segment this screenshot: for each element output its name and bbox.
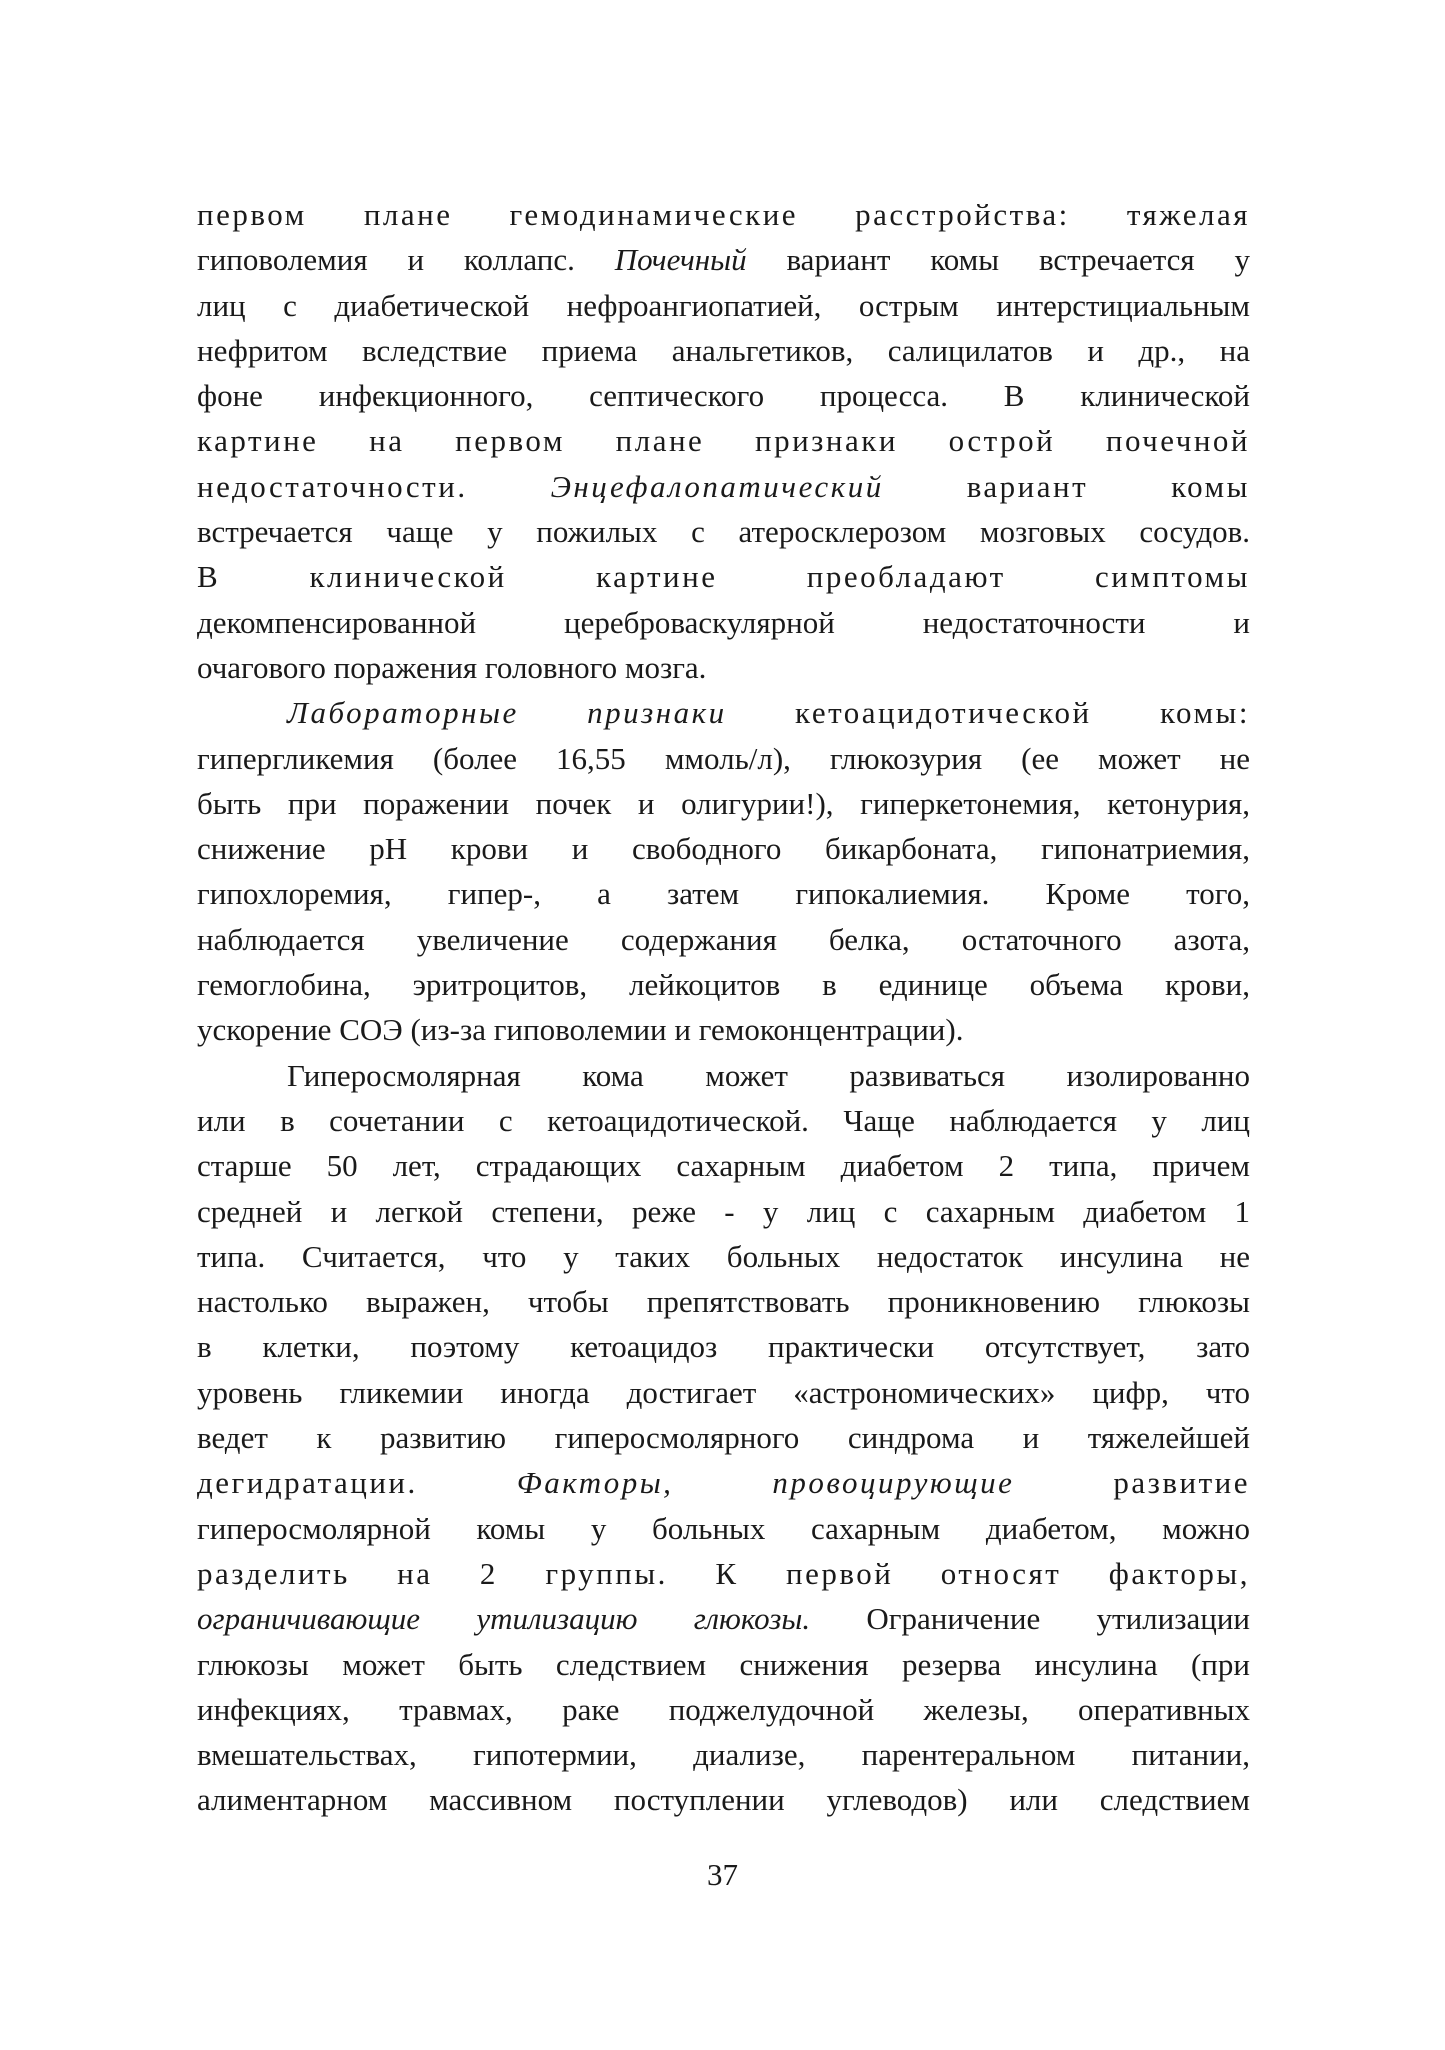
text-segment: дегидратации.: [197, 1465, 517, 1501]
body-text: [197, 192, 1250, 1823]
text-line: [197, 690, 1250, 735]
text-segment: наблюдается увеличение содержания белка, остаточного азота,: [197, 921, 1250, 957]
italic-text: ограничивающие утилизацию глюкозы.: [197, 1601, 811, 1637]
text-line: [197, 1460, 1250, 1505]
paragraph: [197, 690, 1250, 1052]
text-segment: гемоглобина, эритроцитов, лейкоцитов в единице объема крови,: [197, 967, 1250, 1003]
text-line: [197, 1687, 1250, 1732]
text-segment: уровень гликемии иногда достигает «астрономических» цифр, что: [197, 1374, 1250, 1410]
text-line: [197, 418, 1250, 463]
text-segment: гиповолемия и коллапс.: [197, 242, 615, 278]
text-line: [197, 1053, 1250, 1098]
text-line: [197, 464, 1250, 509]
text-segment: недостаточности.: [197, 468, 551, 504]
text-segment: быть при поражении почек и олигурии!), гиперкетонемия, кетонурия,: [197, 785, 1250, 821]
text-segment: декомпенсированной цереброваскулярной недостаточности и: [197, 604, 1250, 640]
text-line: [197, 1143, 1250, 1188]
text-segment: очагового поражения головного мозга.: [197, 649, 707, 685]
text-line: [197, 1642, 1250, 1687]
text-line: [197, 917, 1250, 962]
text-segment: вмешательствах, гипотермии, диализе, парентеральном питании,: [197, 1737, 1250, 1773]
text-segment: гипохлоремия, гипер-, а затем гипокалиемия. Кроме того,: [197, 876, 1250, 912]
text-segment: настолько выражен, чтобы препятствовать проникновению глюкозы: [197, 1284, 1250, 1320]
text-segment: ведет к развитию гиперосмолярного синдрома и тяжелейшей: [197, 1420, 1250, 1456]
text-line: [197, 1234, 1250, 1279]
text-line: [197, 554, 1250, 599]
text-line: [197, 1415, 1250, 1460]
text-line: [197, 1732, 1250, 1777]
text-line: [197, 1506, 1250, 1551]
italic-text: Почечный: [614, 242, 747, 278]
text-segment: инфекциях, травмах, раке поджелудочной железы, оперативных: [197, 1691, 1250, 1727]
text-line: [197, 736, 1250, 781]
text-segment: гиперосмолярной комы у больных сахарным диабетом, можно: [197, 1510, 1250, 1546]
text-line: [197, 1098, 1250, 1143]
text-segment: нефритом вследствие приема анальгетиков, салицилатов и др., на: [197, 332, 1250, 368]
text-segment: картине на первом плане признаки острой почечной: [197, 423, 1250, 459]
text-line: [197, 1324, 1250, 1369]
text-segment: разделить на 2 группы. К первой относят факторы,: [197, 1555, 1250, 1591]
text-line: [197, 1777, 1250, 1822]
text-line: [197, 600, 1250, 645]
text-segment: или в сочетании с кетоацидотической. Чаще наблюдается у лиц: [197, 1102, 1250, 1138]
italic-text: Лабораторные признаки: [287, 695, 727, 731]
text-segment: ускорение СОЭ (из-за гиповолемии и гемоконцентрации).: [197, 1012, 964, 1048]
paragraph: [197, 192, 1250, 690]
text-segment: первом плане гемодинамические расстройства: тяжелая: [197, 197, 1250, 232]
italic-text: Факторы, провоцирующие: [516, 1465, 1015, 1501]
text-line: [197, 871, 1250, 916]
text-segment: снижение pH крови и свободного бикарбоната, гипонатриемия,: [197, 831, 1250, 867]
page-number: 37: [707, 1857, 738, 1892]
text-line: [197, 1279, 1250, 1324]
text-segment: глюкозы может быть следствием снижения резерва инсулина (при: [197, 1646, 1250, 1682]
text-line: [197, 962, 1250, 1007]
text-line: [197, 826, 1250, 871]
italic-text: Энцефалопатический: [550, 468, 884, 504]
text-line: [197, 1551, 1250, 1596]
text-line: [197, 283, 1250, 328]
text-segment: средней и легкой степени, реже - у лиц с сахарным диабетом 1: [197, 1193, 1250, 1229]
paragraph: [197, 1053, 1250, 1823]
text-line: [197, 509, 1250, 554]
text-segment: развитие: [1014, 1465, 1250, 1501]
text-line: [197, 1189, 1250, 1234]
text-segment: фоне инфекционного, септического процесса. В клинической: [197, 378, 1250, 414]
text-segment: типа. Считается, что у таких больных недостаток инсулина не: [197, 1238, 1250, 1274]
text-segment: гипергликемия (более 16,55 ммоль/л), глюкозурия (ее может не: [197, 740, 1250, 776]
text-segment: Ограничение утилизации: [810, 1601, 1250, 1637]
text-segment: вариант комы встречается у: [746, 242, 1250, 278]
text-segment: лиц с диабетической нефроангиопатией, острым интерстициальным: [197, 287, 1250, 323]
text-line: [197, 1007, 1250, 1052]
text-line: [197, 192, 1250, 237]
text-line: [197, 1370, 1250, 1415]
text-segment: старше 50 лет, страдающих сахарным диабетом 2 типа, причем: [197, 1148, 1250, 1184]
text-segment: алиментарном массивном поступлении углеводов) или следствием: [197, 1782, 1250, 1818]
text-segment: встречается чаще у пожилых с атеросклерозом мозговых сосудов.: [197, 514, 1250, 550]
text-line: [197, 373, 1250, 418]
text-segment: вариант комы: [883, 468, 1250, 504]
text-segment: Гиперосмолярная кома может развиваться изолированно: [287, 1057, 1250, 1093]
text-line: [197, 328, 1250, 373]
text-line: [197, 1596, 1250, 1641]
text-segment: в клетки, поэтому кетоацидоз практически отсутствует, зато: [197, 1329, 1250, 1365]
text-segment: В клинической картине преобладают симптомы: [197, 559, 1250, 595]
text-line: [197, 237, 1250, 282]
text-segment: кетоацидотической комы:: [726, 695, 1251, 731]
text-line: [197, 645, 1250, 690]
text-line: [197, 781, 1250, 826]
